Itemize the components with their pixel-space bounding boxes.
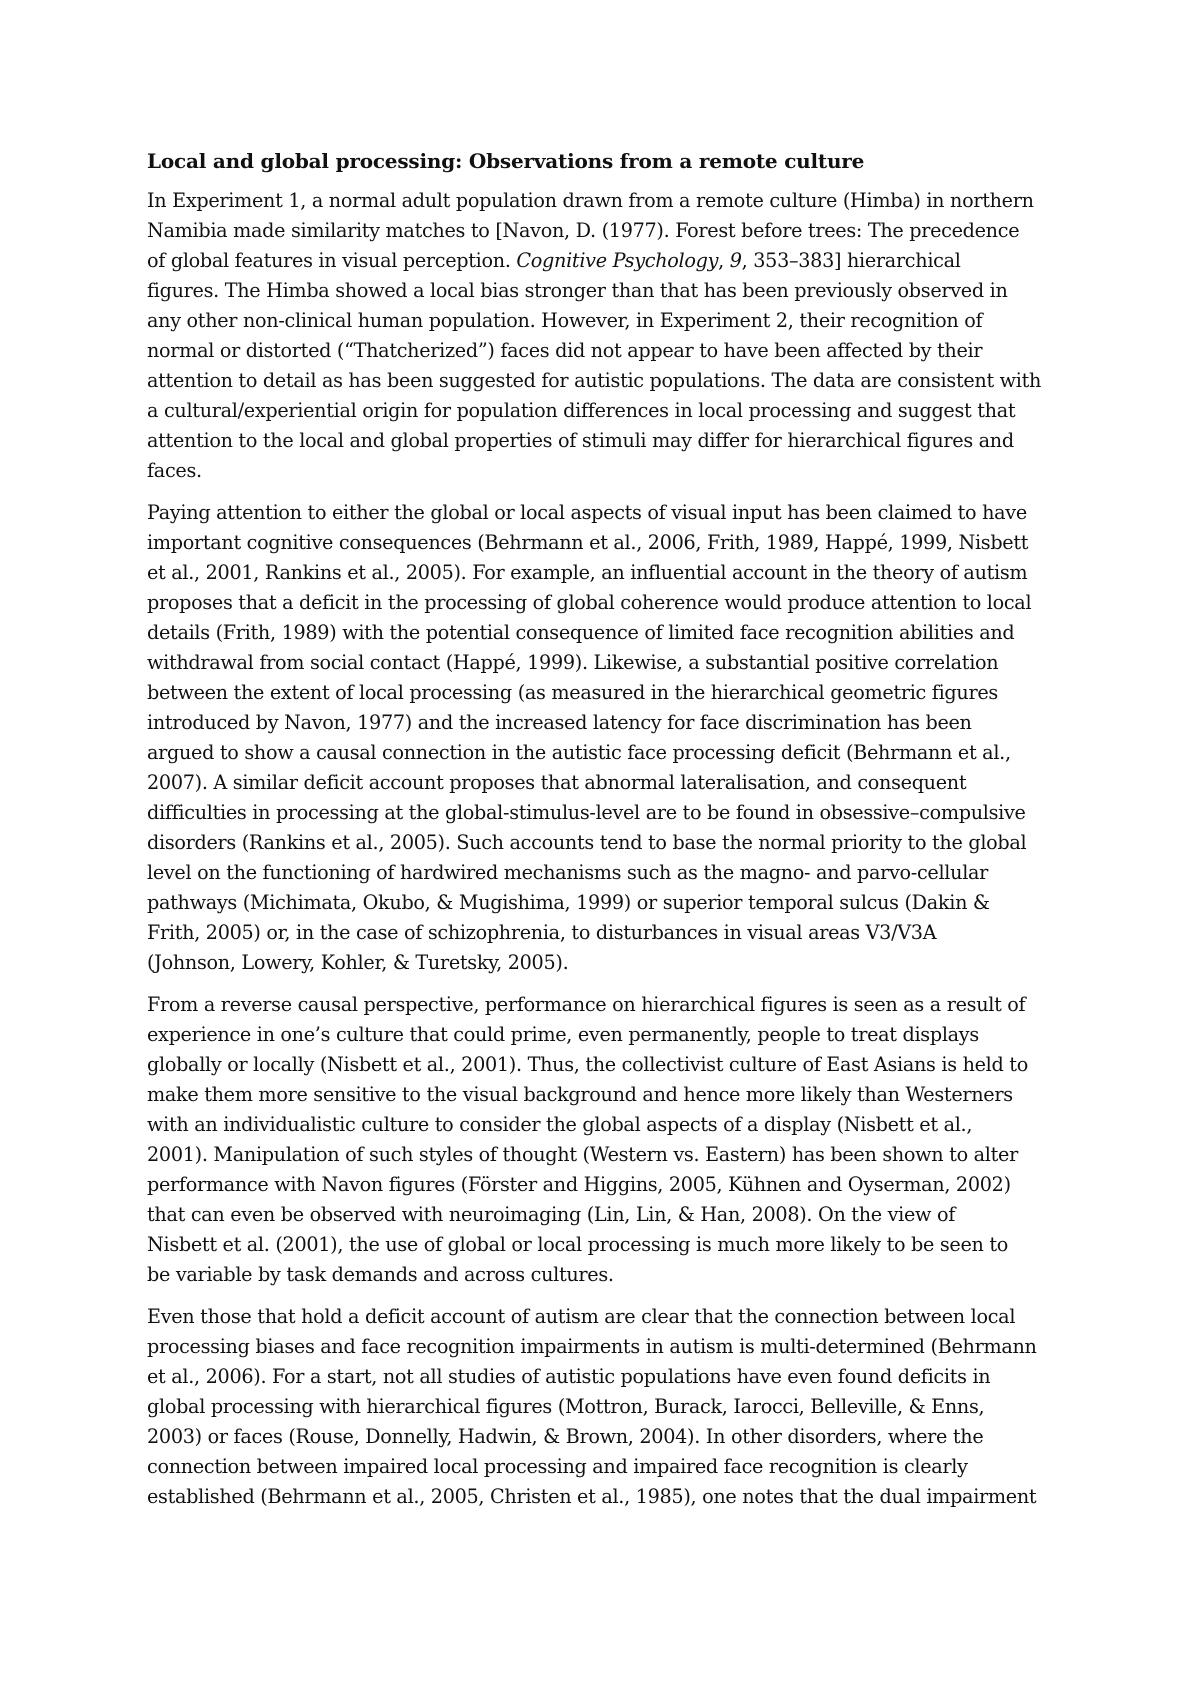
text-line: In Experiment 1, a normal adult population drawn from a remote culture (Himba) in northern: [147, 189, 1034, 212]
document-title: Local and global processing: Observations from a remote culture: [147, 149, 865, 173]
text-line: any other non-clinical human population. However, in Experiment 2, their recognition of: [147, 309, 983, 332]
text-line: Paying attention to either the global or local aspects of visual input has been claimed to have: [147, 501, 1027, 524]
text-line: level on the functioning of hardwired mechanisms such as the magno- and parvo-cellular: [147, 861, 989, 884]
text-line: global processing with hierarchical figures (Mottron, Burack, Iarocci, Belleville, & Enns,: [147, 1395, 985, 1418]
text-line: between the extent of local processing (as measured in the hierarchical geometric figures: [147, 681, 998, 704]
text-line: et al., 2006). For a start, not all studies of autistic populations have even found deficits in: [147, 1365, 991, 1388]
text-line: with an individualistic culture to consider the global aspects of a display (Nisbett et al.,: [147, 1113, 973, 1136]
text-line: 2007). A similar deficit account proposes that abnormal lateralisation, and consequent: [147, 771, 967, 794]
text-line-with-citation: of global features in visual perception. Cognitive Psychology, 9, 353–383] hierarchical: [147, 249, 961, 272]
text-line: performance with Navon figures (Förster and Higgins, 2005, Kühnen and Oyserman, 2002): [147, 1173, 1011, 1196]
text-line: 2003) or faces (Rouse, Donnelly, Hadwin, & Brown, 2004). In other disorders, where the: [147, 1425, 984, 1448]
document-page: [147, 148, 1067, 1524]
text-line: globally or locally (Nisbett et al., 2001). Thus, the collectivist culture of East Asians is held to: [147, 1053, 1028, 1076]
paragraph-reverse-causal: [147, 990, 1067, 1290]
text-line: Nisbett et al. (2001), the use of global or local processing is much more likely to be seen to: [147, 1233, 1009, 1256]
text-line: normal or distorted (“Thatcherized”) faces did not appear to have been affected by their: [147, 339, 983, 362]
paragraph-deficit-account: [147, 1302, 1067, 1512]
text-line: figures. The Himba showed a local bias stronger than that has been previously observed in: [147, 279, 1008, 302]
text-line: that can even be observed with neuroimaging (Lin, Lin, & Han, 2008). On the view of: [147, 1203, 956, 1226]
paragraph-introduction: [147, 498, 1067, 978]
text-line: processing biases and face recognition impairments in autism is multi-determined (Behrmann: [147, 1335, 1037, 1358]
text-line: argued to show a causal connection in the autistic face processing deficit (Behrmann et al.,: [147, 741, 1011, 764]
text-line: withdrawal from social contact (Happé, 1999). Likewise, a substantial positive correlation: [147, 651, 999, 674]
text-line: faces.: [147, 459, 202, 482]
text-line: Frith, 2005) or, in the case of schizophrenia, to disturbances in visual areas V3/V3A: [147, 921, 937, 944]
text-line: (Johnson, Lowery, Kohler, & Turetsky, 2005).: [147, 951, 569, 974]
text-line: be variable by task demands and across cultures.: [147, 1263, 614, 1286]
text-line: details (Frith, 1989) with the potential consequence of limited face recognition abilities and: [147, 621, 1015, 644]
text-line: disorders (Rankins et al., 2005). Such accounts tend to base the normal priority to the global: [147, 831, 1027, 854]
text-line: make them more sensitive to the visual background and hence more likely than Westerners: [147, 1083, 1013, 1106]
text-line: difficulties in processing at the global-stimulus-level are to be found in obsessive–compulsive: [147, 801, 1026, 824]
text-line: Even those that hold a deficit account of autism are clear that the connection between local: [147, 1305, 1016, 1328]
text-line: 2001). Manipulation of such styles of thought (Western vs. Eastern) has been shown to alter: [147, 1143, 1018, 1166]
text-line: From a reverse causal perspective, performance on hierarchical figures is seen as a result of: [147, 993, 1026, 1016]
text-line: established (Behrmann et al., 2005, Christen et al., 1985), one notes that the dual impairment: [147, 1485, 1037, 1508]
paragraph-abstract: [147, 186, 1067, 486]
text-line: et al., 2001, Rankins et al., 2005). For example, an influential account in the theory of autism: [147, 561, 1028, 584]
text-line: Namibia made similarity matches to [Navon, D. (1977). Forest before trees: The precedence: [147, 219, 1020, 242]
text-line: a cultural/experiential origin for population differences in local processing and suggest that: [147, 399, 1016, 422]
text-line: attention to detail as has been suggested for autistic populations. The data are consistent with: [147, 369, 1042, 392]
text-line: important cognitive consequences (Behrmann et al., 2006, Frith, 1989, Happé, 1999, Nisbett: [147, 531, 1029, 554]
text-line: introduced by Navon, 1977) and the increased latency for face discrimination has been: [147, 711, 972, 734]
text-line: connection between impaired local processing and impaired face recognition is clearly: [147, 1455, 968, 1478]
text-line: pathways (Michimata, Okubo, & Mugishima, 1999) or superior temporal sulcus (Dakin &: [147, 891, 990, 914]
text-line: experience in one’s culture that could prime, even permanently, people to treat displays: [147, 1023, 979, 1046]
text-line: proposes that a deficit in the processing of global coherence would produce attention to local: [147, 591, 1032, 614]
text-line: attention to the local and global properties of stimuli may differ for hierarchical figures and: [147, 429, 1014, 452]
